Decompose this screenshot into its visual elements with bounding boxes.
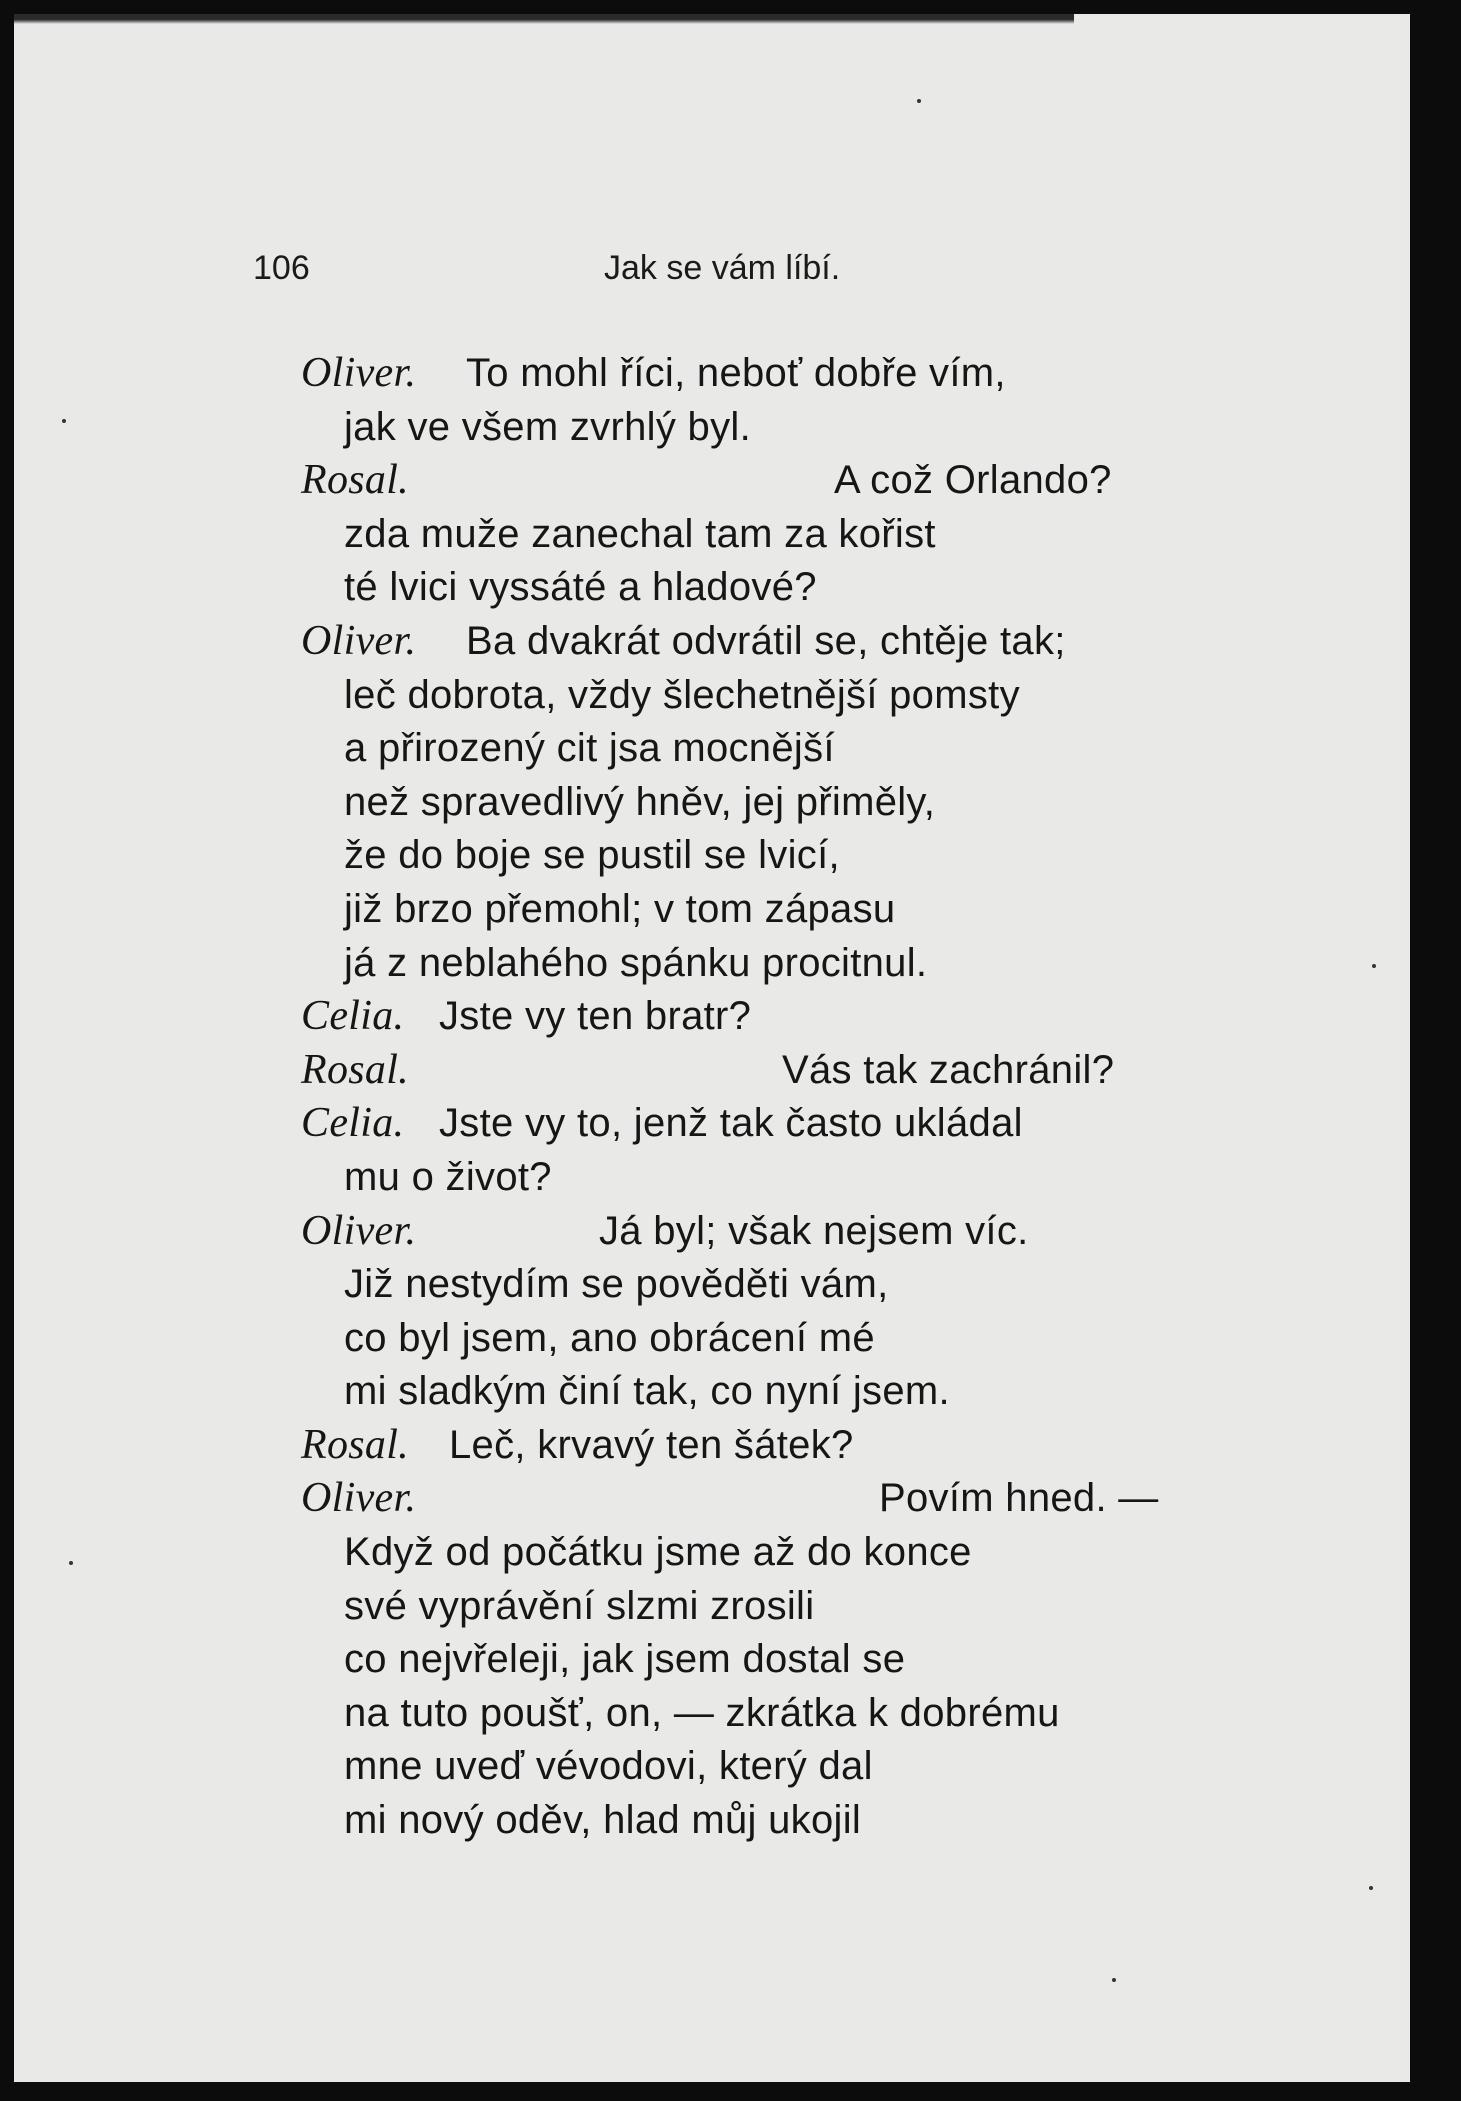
line-text: zda muže zanechal tam za kořist (344, 511, 936, 556)
verse-line (14, 883, 1410, 937)
verse-line (14, 561, 1410, 615)
scan-speck (62, 419, 66, 423)
line-text: mu o život? (344, 1154, 552, 1199)
line-text: jak ve všem zvrhlý byl. (344, 404, 751, 449)
running-title: Jak se vám líbí. (604, 249, 841, 287)
speaker-name: Rosal. (301, 457, 409, 504)
verse-block (14, 347, 1410, 1848)
line-text: té lvici vyssáté a hladové? (344, 565, 817, 610)
verse-line (14, 454, 1410, 508)
verse-line (14, 1258, 1410, 1312)
line-text: Již nestydím se pověděti vám, (344, 1262, 889, 1307)
book-page (14, 14, 1410, 2082)
verse-line (14, 776, 1410, 830)
line-text: co nejvřeleji, jak jsem dostal se (344, 1637, 906, 1682)
speaker-name: Oliver. (301, 1207, 417, 1254)
page-number: 106 (253, 249, 310, 287)
line-text: Leč, krvavý ten šátek? (449, 1422, 854, 1467)
line-text: Povím hned. — (879, 1476, 1159, 1521)
line-text: co byl jsem, ano obrácení mé (344, 1315, 875, 1360)
verse-line (14, 1633, 1410, 1687)
line-text: Vás tak zachránil? (782, 1047, 1115, 1092)
verse-line (14, 1365, 1410, 1419)
line-text: Já byl; však nejsem víc. (599, 1208, 1029, 1253)
line-text: Jste vy to, jenž tak často ukládal (439, 1101, 1023, 1146)
verse-line (14, 1472, 1410, 1526)
verse-line (14, 1205, 1410, 1259)
speaker-name: Celia. (301, 1100, 405, 1147)
line-text: To mohl říci, neboť dobře vím, (466, 351, 1006, 395)
verse-line (14, 937, 1410, 991)
line-text: mi nový oděv, hlad můj ukojil (344, 1798, 862, 1843)
line-text: již brzo přemohl; v tom zápasu (344, 886, 896, 931)
line-text: Ba dvakrát odvrátil se, chtěje tak; (466, 618, 1066, 663)
verse-line (14, 347, 1410, 401)
verse-line (14, 508, 1410, 562)
line-text: než spravedlivý hněv, jej přiměly, (344, 779, 936, 824)
speaker-name: Oliver. (301, 350, 417, 396)
verse-line (14, 1740, 1410, 1794)
verse-line (14, 990, 1410, 1044)
verse-line (14, 401, 1410, 455)
line-text: leč dobrota, vždy šlechetnější pomsty (344, 672, 1020, 717)
line-text: mi sladkým činí tak, co nyní jsem. (344, 1369, 950, 1414)
scan-speck (917, 99, 921, 103)
verse-line (14, 669, 1410, 723)
verse-line (14, 1526, 1410, 1580)
scan-speck (69, 1561, 73, 1565)
line-text: na tuto poušť, on, — zkrátka k dobrému (344, 1690, 1060, 1735)
verse-line (14, 1580, 1410, 1634)
scan-speck (1112, 1978, 1116, 1982)
page-header (14, 235, 1410, 295)
speaker-name: Oliver. (301, 1475, 417, 1522)
verse-line (14, 1044, 1410, 1098)
line-text: já z neblahého spánku procitnul. (344, 940, 928, 985)
line-text: A což Orlando? (834, 458, 1112, 503)
verse-line (14, 722, 1410, 776)
verse-line (14, 1687, 1410, 1741)
speaker-name: Oliver. (301, 617, 417, 664)
speaker-name: Celia. (301, 993, 405, 1040)
line-text: Jste vy ten bratr? (439, 994, 752, 1039)
scan-edge (14, 14, 1074, 24)
line-text: Když od počátku jsme až do konce (344, 1530, 972, 1575)
verse-line (14, 1151, 1410, 1205)
line-text: mne uveď vévodovi, který dal (344, 1744, 873, 1789)
verse-line (14, 1097, 1410, 1151)
speaker-name: Rosal. (301, 1046, 409, 1093)
line-text: a přirozený cit jsa mocnější (344, 726, 835, 771)
verse-line (14, 1419, 1410, 1473)
speaker-name: Rosal. (301, 1421, 409, 1468)
scan-speck (1372, 964, 1376, 968)
verse-line (14, 615, 1410, 669)
line-text: že do boje se pustil se lvicí, (344, 833, 840, 878)
verse-line (14, 1312, 1410, 1366)
scan-speck (1369, 1886, 1373, 1890)
verse-line (14, 1794, 1410, 1848)
line-text: své vyprávění slzmi zrosili (344, 1583, 815, 1628)
verse-line (14, 829, 1410, 883)
